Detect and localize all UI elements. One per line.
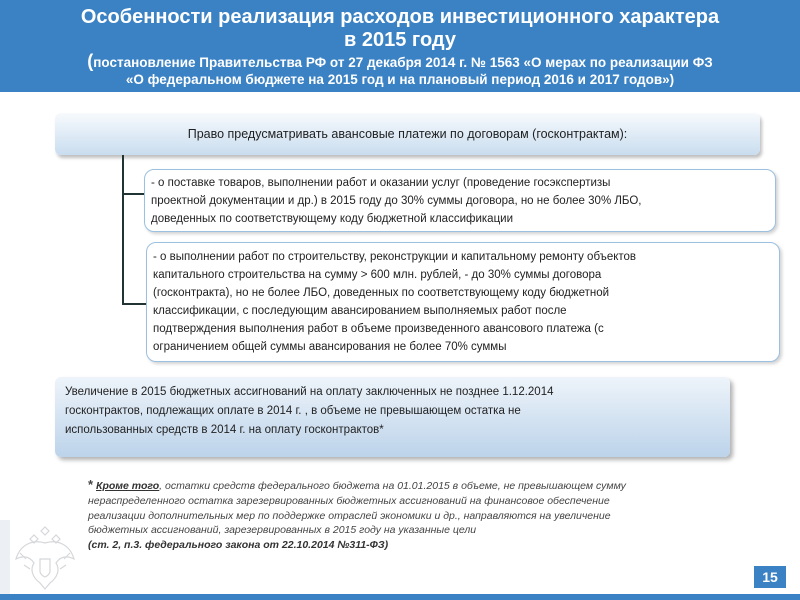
subtitle-text-1: постановление Правительства РФ от 27 декабря 2014 г. № 1563 «О мерах по реализации ФЗ (93, 55, 713, 70)
slide-subtitle-line-1 (0, 53, 800, 71)
footnote-line-3: реализации дополнительных мер по поддержке отраслей экономики и др., направляются на увеличение (88, 509, 611, 522)
text-line: капитального строительства на сумму > 600 млн. рублей, - до 30% суммы договора (153, 269, 602, 281)
footnote-emphasis: Кроме того (95, 480, 160, 492)
tree-connector-vertical (122, 155, 124, 305)
text-line: (госконтракта), но не более ЛБО, доведенных по соответствующему коду бюджетной (153, 287, 610, 299)
bottom-bar (0, 594, 800, 600)
coat-of-arms-icon (10, 525, 80, 595)
text-line: ограничением общей суммы авансирования не более 70% суммы (153, 341, 507, 353)
footnote-law-reference: (ст. 2, п.3. федерального закона от 22.10.2014 №311-ФЗ) (88, 539, 389, 552)
footnote-line-1-rest: , остатки средств федерального бюджета на 01.01.2015 в объеме, не превышающем сумму (159, 480, 626, 492)
slide-title-line-2: в 2015 году (344, 29, 456, 51)
side-decoration (0, 520, 10, 600)
footnote (88, 478, 738, 553)
budget-increase-box (55, 377, 730, 457)
text-line: подтверждения выполнения работ в объеме произведенного авансового платежа (с (153, 323, 604, 335)
text-line: госконтрактов, подлежащих оплате в 2014 г. , в объеме не превышающем остатка не (65, 405, 521, 417)
text-line: использованных средств в 2014 г. на оплату госконтрактов* (65, 424, 384, 436)
slide-header (0, 0, 800, 92)
footnote-line-4: бюджетных ассигнований, зарезервированных в 2015 году на указанные цели (88, 524, 477, 537)
tree-connector-branch-1 (122, 193, 144, 195)
footnote-star: * (88, 477, 94, 492)
text-line: - о выполнении работ по строительству, реконструкции и капитальному ремонту объектов (153, 251, 637, 263)
construction-works-box (146, 242, 780, 362)
goods-services-box (144, 169, 776, 232)
slide-subtitle-line-2: «О федеральном бюджете на 2015 год и на плановый период 2016 и 2017 годов») (125, 72, 675, 87)
slide-title-line-1: Особенности реализация расходов инвестиционного характера (80, 6, 720, 28)
footnote-line-2: нераспределенного остатка зарезервированных бюджетных ассигнований на финансовое обеспечение (88, 494, 610, 507)
text-line: - о поставке товаров, выполнении работ и оказании услуг (проведение госэкспертизы (151, 177, 611, 189)
page-number: 15 (754, 566, 786, 588)
tree-connector-branch-2 (122, 303, 146, 305)
text-line: доведенных по соответствующему коду бюджетной классификации (151, 213, 513, 225)
text-line: проектной документации и др.) в 2015 году до 30% суммы договора, но не более 30% ЛБО, (151, 195, 642, 207)
subtitle-paren: ( (87, 51, 94, 71)
text-line: классификации, с последующим авансированием выполняемых работ после (153, 305, 567, 317)
footnote-line-1 (88, 478, 738, 494)
advance-payments-box: Право предусматривать авансовые платежи по договорам (госконтрактам): (55, 113, 760, 155)
text-line: Увеличение в 2015 бюджетных ассигнований на оплату заключенных не позднее 1.12.2014 (65, 386, 554, 398)
